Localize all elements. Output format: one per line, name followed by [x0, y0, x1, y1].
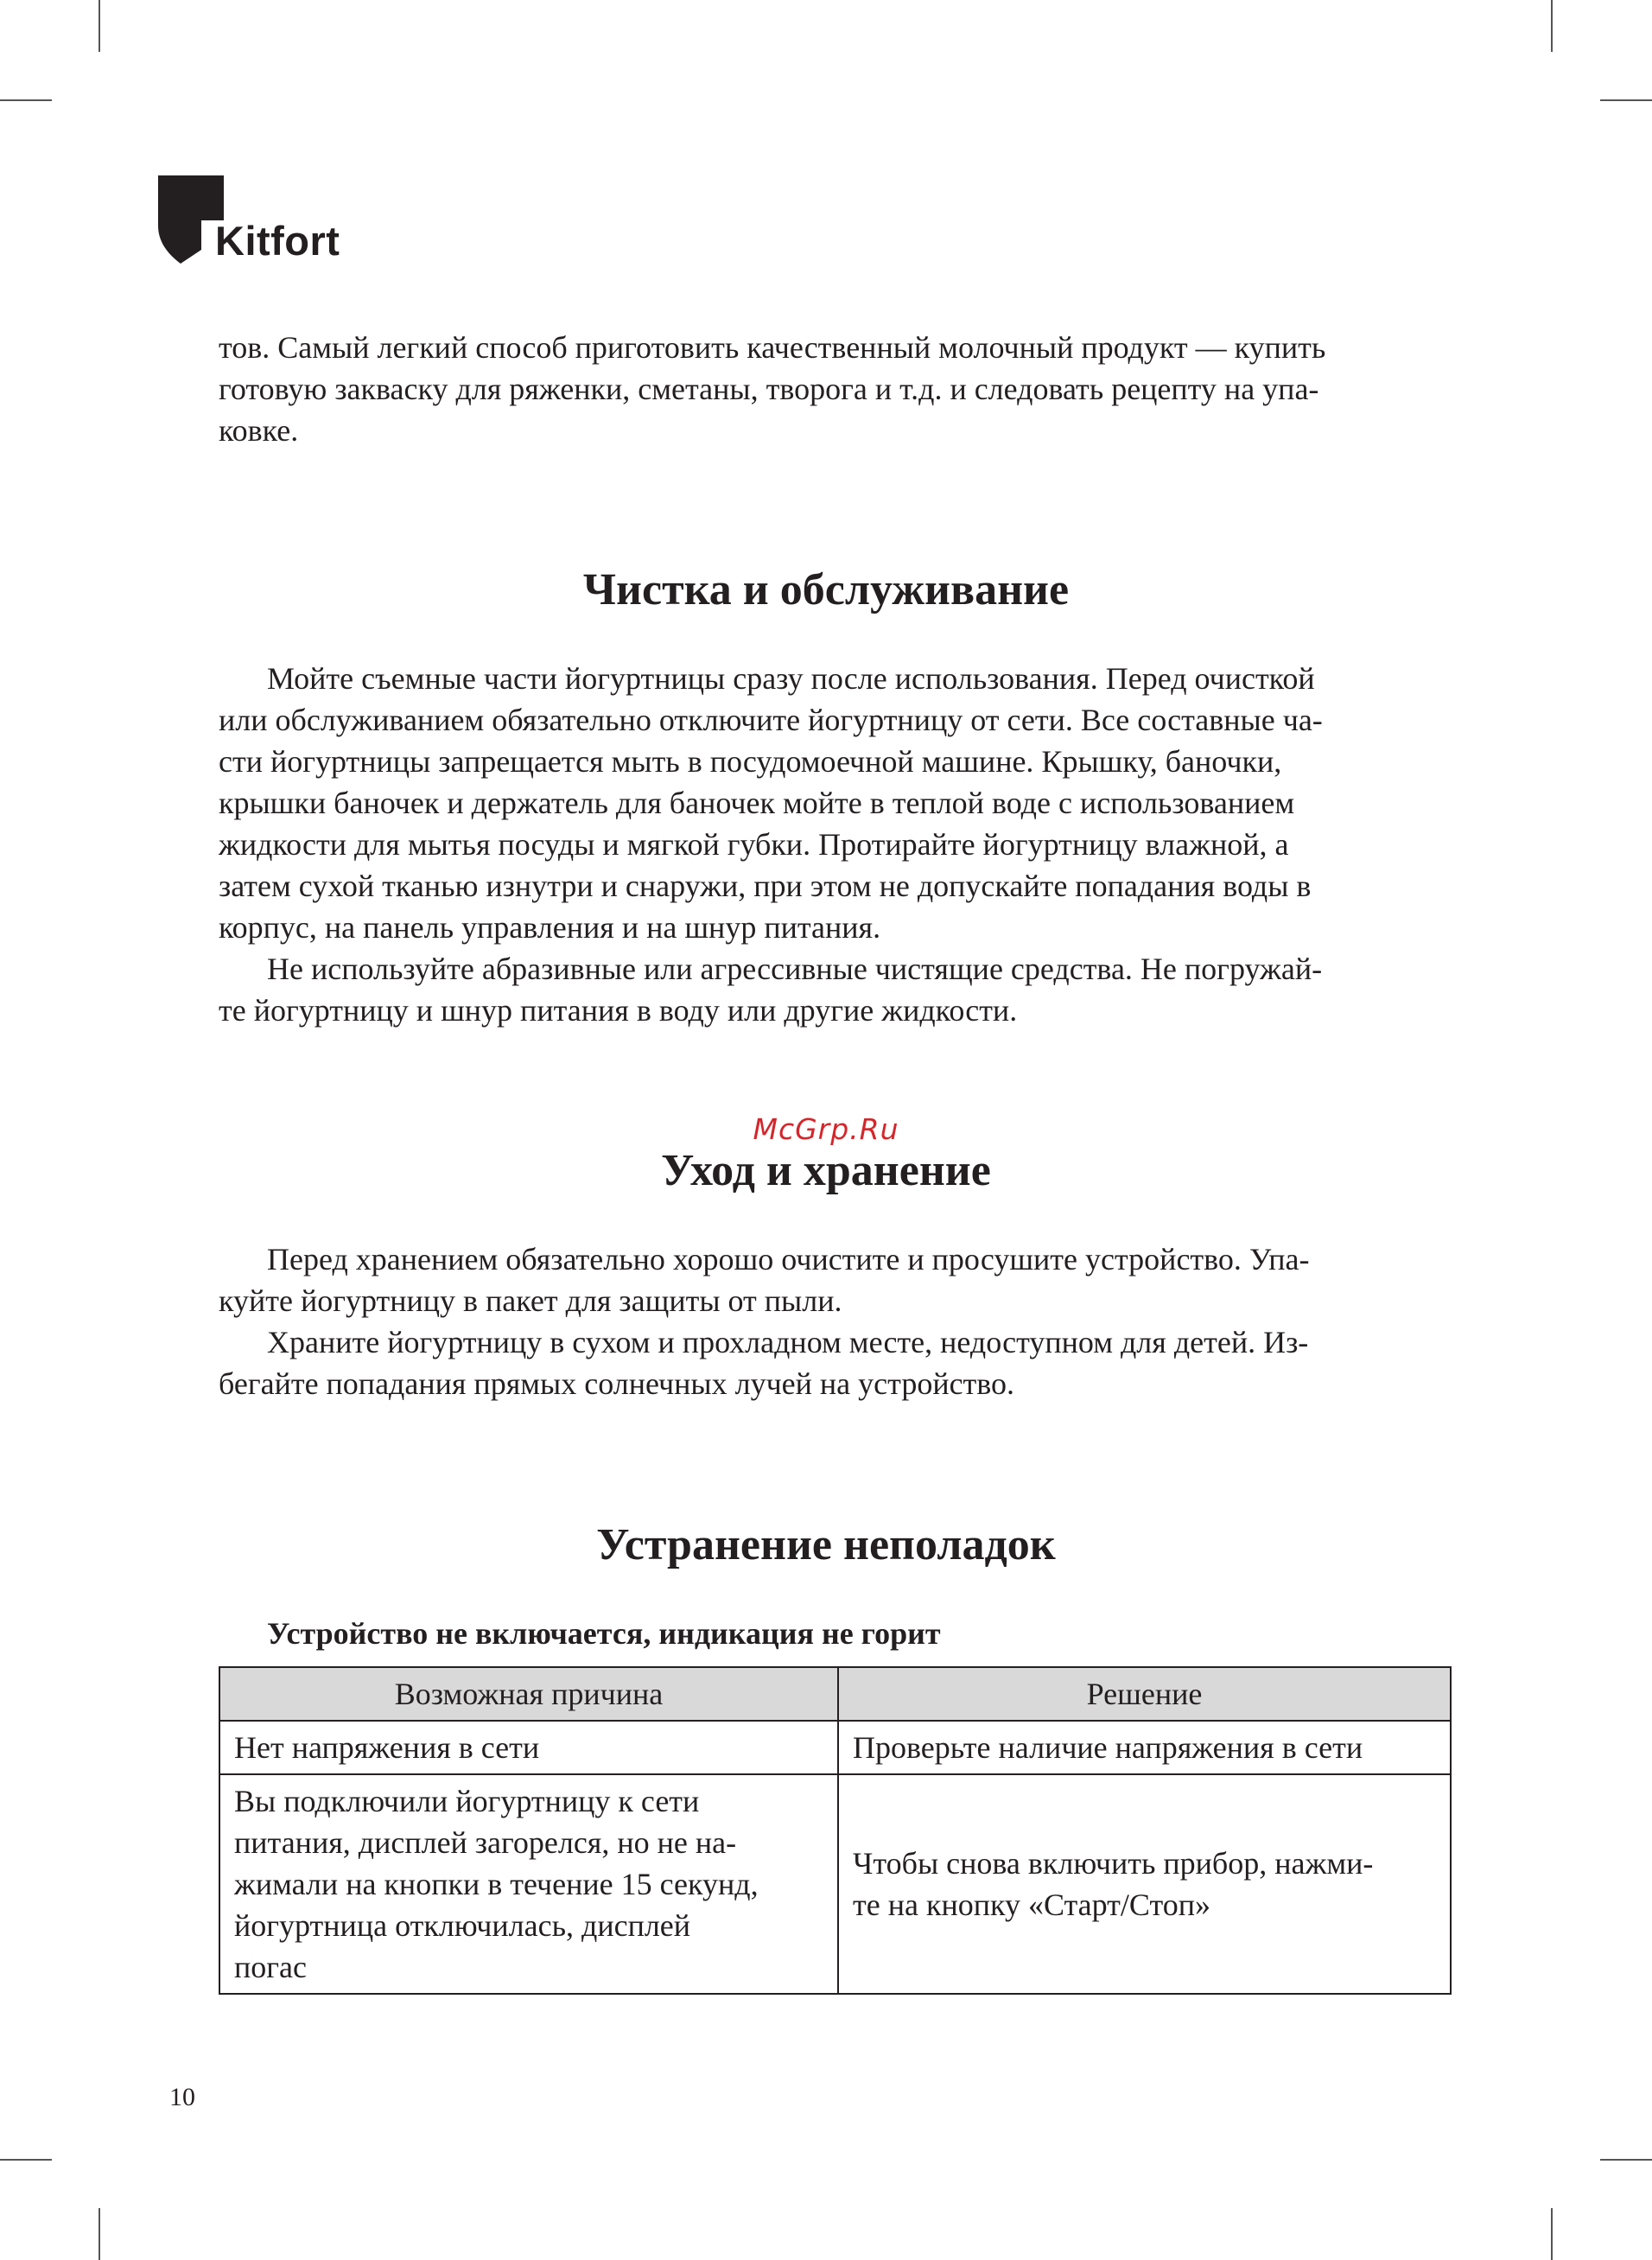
- table-row: [219, 1774, 1451, 1994]
- intro-paragraph: [219, 327, 1454, 451]
- crop-mark: [1600, 2159, 1652, 2161]
- text-line: Чтобы снова включить прибор, нажми-: [853, 1846, 1374, 1881]
- text-line: те на кнопку «Старт/Стоп»: [853, 1888, 1210, 1922]
- text-line: питания, дисплей загорелся, но не на-: [234, 1825, 737, 1860]
- text-line: Вы подключили йогуртницу к сети: [234, 1784, 700, 1818]
- text-line: сти йогуртницы запрещается мыть в посудомоечной машине. Крышку, баночки,: [219, 744, 1282, 779]
- section-title-storage: Уход и хранение: [661, 1146, 991, 1195]
- cleaning-paragraph: [219, 658, 1454, 1031]
- text-line: Перед хранением обязательно хорошо очистите и просушите устройство. Упа-: [267, 1242, 1310, 1276]
- text-line: погас: [234, 1950, 307, 1984]
- crop-mark: [1600, 99, 1652, 101]
- column-header-solution: Решение: [838, 1667, 1451, 1721]
- column-header-cause: Возможная причина: [219, 1667, 838, 1721]
- table-header-row: [219, 1667, 1451, 1721]
- text-line: куйте йогуртницу в пакет для защиты от пыли.: [219, 1283, 842, 1318]
- solution-cell: [838, 1774, 1451, 1994]
- cause-cell: [219, 1774, 838, 1994]
- text-line: ковке.: [219, 413, 299, 448]
- table-row: [219, 1721, 1451, 1774]
- text-line: бегайте попадания прямых солнечных лучей на устройство.: [219, 1366, 1015, 1401]
- crop-mark: [98, 0, 100, 52]
- text-line: те йогуртницу и шнур питания в воду или другие жидкости.: [219, 993, 1018, 1028]
- troubleshooting-subtitle: Устройство не включается, индикация не горит: [267, 1616, 941, 1651]
- brand-logo: [158, 175, 365, 271]
- text-line: Храните йогуртницу в сухом и прохладном месте, недоступном для детей. Из-: [267, 1325, 1309, 1359]
- crop-mark: [0, 99, 52, 101]
- watermark-text: McGrp.Ru: [753, 1112, 899, 1146]
- brand-name: Kitfort: [215, 218, 340, 264]
- section-title-cleaning: Чистка и обслуживание: [582, 565, 1070, 614]
- crop-mark: [1551, 2208, 1553, 2260]
- text-line: корпус, на панель управления и на шнур питания.: [219, 910, 881, 945]
- crop-mark: [98, 2208, 100, 2260]
- crop-mark: [0, 2159, 52, 2161]
- text-line: Не используйте абразивные или агрессивные чистящие средства. Не погружай-: [267, 952, 1323, 986]
- crop-mark: [1551, 0, 1553, 52]
- text-line: жидкости для мытья посуды и мягкой губки. Протирайте йогуртницу влажной, а: [219, 827, 1289, 862]
- text-line: крышки баночек и держатель для баночек мойте в теплой воде с использованием: [219, 786, 1295, 820]
- solution-cell: [838, 1721, 1451, 1774]
- text-line: Нет напряжения в сети: [234, 1730, 540, 1765]
- text-line: тов. Самый легкий способ приготовить качественный молочный продукт — купить: [219, 330, 1326, 365]
- section-title-troubleshooting: Устранение неполадок: [596, 1520, 1056, 1569]
- cause-cell: [219, 1721, 838, 1774]
- text-line: или обслуживанием обязательно отключите йогуртницу от сети. Все составные ча-: [219, 703, 1323, 737]
- text-line: затем сухой тканью изнутри и снаружи, при этом не допускайте попадания воды в: [219, 869, 1312, 903]
- text-line: Мойте съемные части йогуртницы сразу после использования. Перед очисткой: [267, 661, 1315, 696]
- troubleshooting-table: [219, 1666, 1452, 1995]
- text-line: готовую закваску для ряженки, сметаны, творога и т.д. и следовать рецепту на упа-: [219, 372, 1319, 406]
- storage-paragraph: [219, 1238, 1454, 1404]
- text-line: Проверьте наличие напряжения в сети: [853, 1730, 1363, 1765]
- text-line: йогуртница отключилась, дисплей: [234, 1908, 691, 1943]
- page-number: 10: [169, 2083, 195, 2111]
- text-line: жимали на кнопки в течение 15 секунд,: [234, 1867, 759, 1901]
